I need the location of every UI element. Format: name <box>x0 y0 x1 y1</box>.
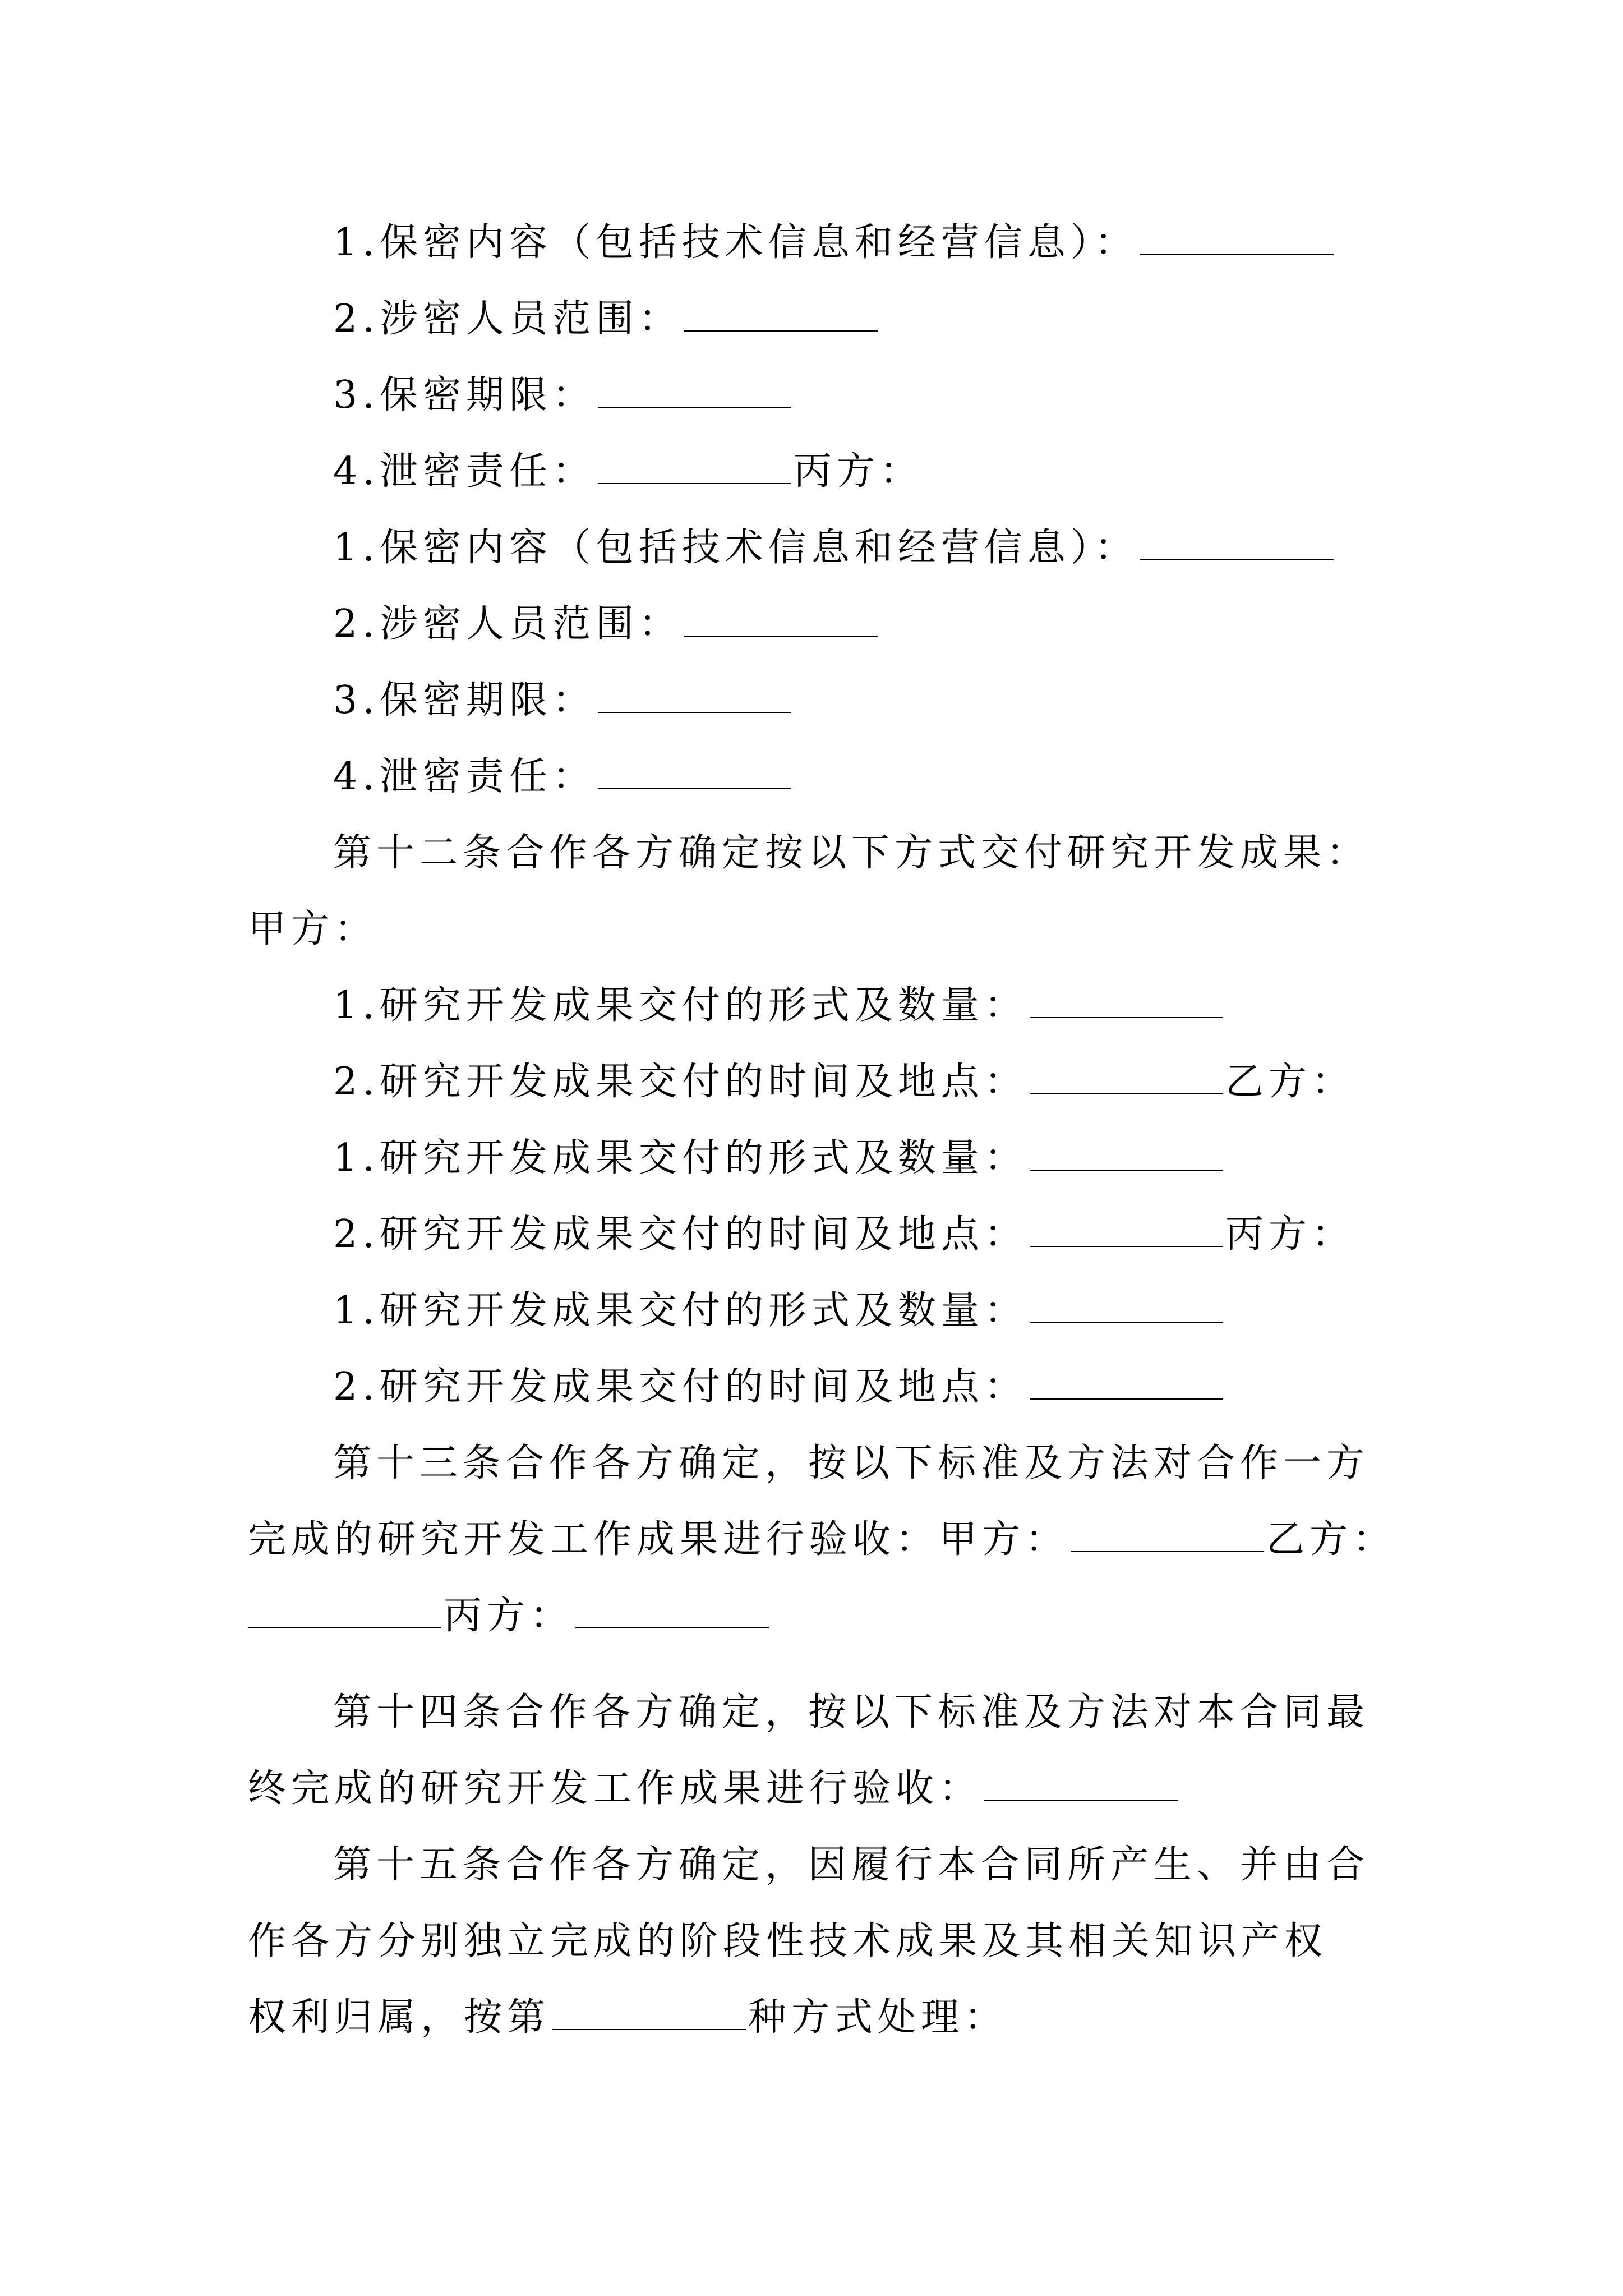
text: 第十三条合作各方确定，按以下标准及方法对合作一方 <box>333 1441 1370 1485</box>
party-b-label: 乙方： <box>1225 1060 1355 1104</box>
confidential-period-line <box>333 370 794 421</box>
fill-blank[interactable] <box>684 299 878 332</box>
text: 2.研究开发成果交付的时间及地点： <box>333 1212 1027 1257</box>
fill-blank[interactable] <box>552 1998 746 2030</box>
party-c-label: 丙方： <box>793 449 923 494</box>
confidential-period-line <box>333 675 794 726</box>
fill-blank[interactable] <box>248 1596 441 1628</box>
text: 1.研究开发成果交付的形式及数量： <box>333 983 1027 1028</box>
text: 2.涉密人员范围： <box>333 297 682 341</box>
article-14-line-2 <box>248 1764 1180 1814</box>
text: 1.保密内容（包括技术信息和经营信息）： <box>333 526 1138 570</box>
fill-blank[interactable] <box>984 1769 1178 1801</box>
text: 完成的研究开发工作成果进行验收：甲方： <box>248 1517 1069 1562</box>
fill-blank[interactable] <box>575 1596 769 1628</box>
text: 4.泄密责任： <box>333 754 596 799</box>
text: 终完成的研究开发工作成果进行验收： <box>248 1766 983 1811</box>
party-b-label: 乙方： <box>1266 1517 1396 1562</box>
text: 第十五条合作各方确定，因履行本合同所产生、并由合 <box>333 1843 1370 1887</box>
party-a-label <box>248 904 377 955</box>
article-15-line-2 <box>248 1916 1327 1967</box>
fill-blank[interactable] <box>684 604 878 637</box>
fill-blank[interactable] <box>598 452 791 484</box>
text: 3.保密期限： <box>333 678 596 723</box>
delivery-time-line <box>333 1057 1355 1107</box>
leak-liability-line <box>333 752 794 802</box>
text: 2.涉密人员范围： <box>333 602 682 646</box>
delivery-time-line <box>333 1362 1225 1412</box>
delivery-form-line <box>333 981 1225 1031</box>
article-15-line-3 <box>248 1993 1007 2043</box>
fill-blank[interactable] <box>1071 1520 1264 1552</box>
text: 2.研究开发成果交付的时间及地点： <box>333 1060 1027 1104</box>
article-14-line-1 <box>333 1687 1370 1738</box>
delivery-form-line <box>333 1286 1225 1336</box>
text: 甲方： <box>248 907 378 951</box>
leak-liability-line <box>333 447 923 497</box>
text: 1.研究开发成果交付的形式及数量： <box>333 1136 1027 1180</box>
fill-blank[interactable] <box>598 375 791 408</box>
article-13-line-1 <box>333 1438 1370 1489</box>
article-12-heading <box>333 828 1370 878</box>
delivery-time-line <box>333 1209 1355 1260</box>
confidential-content-line <box>333 218 1336 268</box>
text: 作各方分别独立完成的阶段性技术成果及其相关知识产权 <box>248 1919 1328 1963</box>
article-15-line-1 <box>333 1840 1370 1890</box>
text: 权利归属，按第 <box>248 1995 551 2040</box>
text: 第十四条合作各方确定，按以下标准及方法对本合同最 <box>333 1690 1370 1734</box>
party-c-label: 丙方： <box>444 1594 574 1638</box>
fill-blank[interactable] <box>1140 528 1334 560</box>
text: 第十二条合作各方确定按以下方式交付研究开发成果： <box>333 831 1370 875</box>
article-13-line-3 <box>248 1591 771 1641</box>
personnel-scope-line <box>333 599 880 650</box>
delivery-form-line <box>333 1133 1225 1184</box>
text: 1.保密内容（包括技术信息和经营信息）： <box>333 220 1138 265</box>
fill-blank[interactable] <box>1030 1062 1223 1094</box>
text: 1.研究开发成果交付的形式及数量： <box>333 1289 1027 1333</box>
confidential-content-line <box>333 523 1336 573</box>
fill-blank[interactable] <box>1030 1214 1223 1247</box>
personnel-scope-line <box>333 294 880 344</box>
fill-blank[interactable] <box>598 680 791 713</box>
fill-blank[interactable] <box>1030 1291 1223 1323</box>
text: 2.研究开发成果交付的时间及地点： <box>333 1365 1027 1409</box>
fill-blank[interactable] <box>1140 223 1334 255</box>
fill-blank[interactable] <box>1030 1138 1223 1171</box>
party-c-label: 丙方： <box>1225 1212 1355 1257</box>
fill-blank[interactable] <box>1030 986 1223 1018</box>
fill-blank[interactable] <box>1030 1367 1223 1400</box>
text: 种方式处理： <box>748 1995 1008 2040</box>
fill-blank[interactable] <box>598 757 791 789</box>
text: 3.保密期限： <box>333 373 596 417</box>
article-13-line-2 <box>248 1515 1396 1565</box>
text: 4.泄密责任： <box>333 449 596 494</box>
